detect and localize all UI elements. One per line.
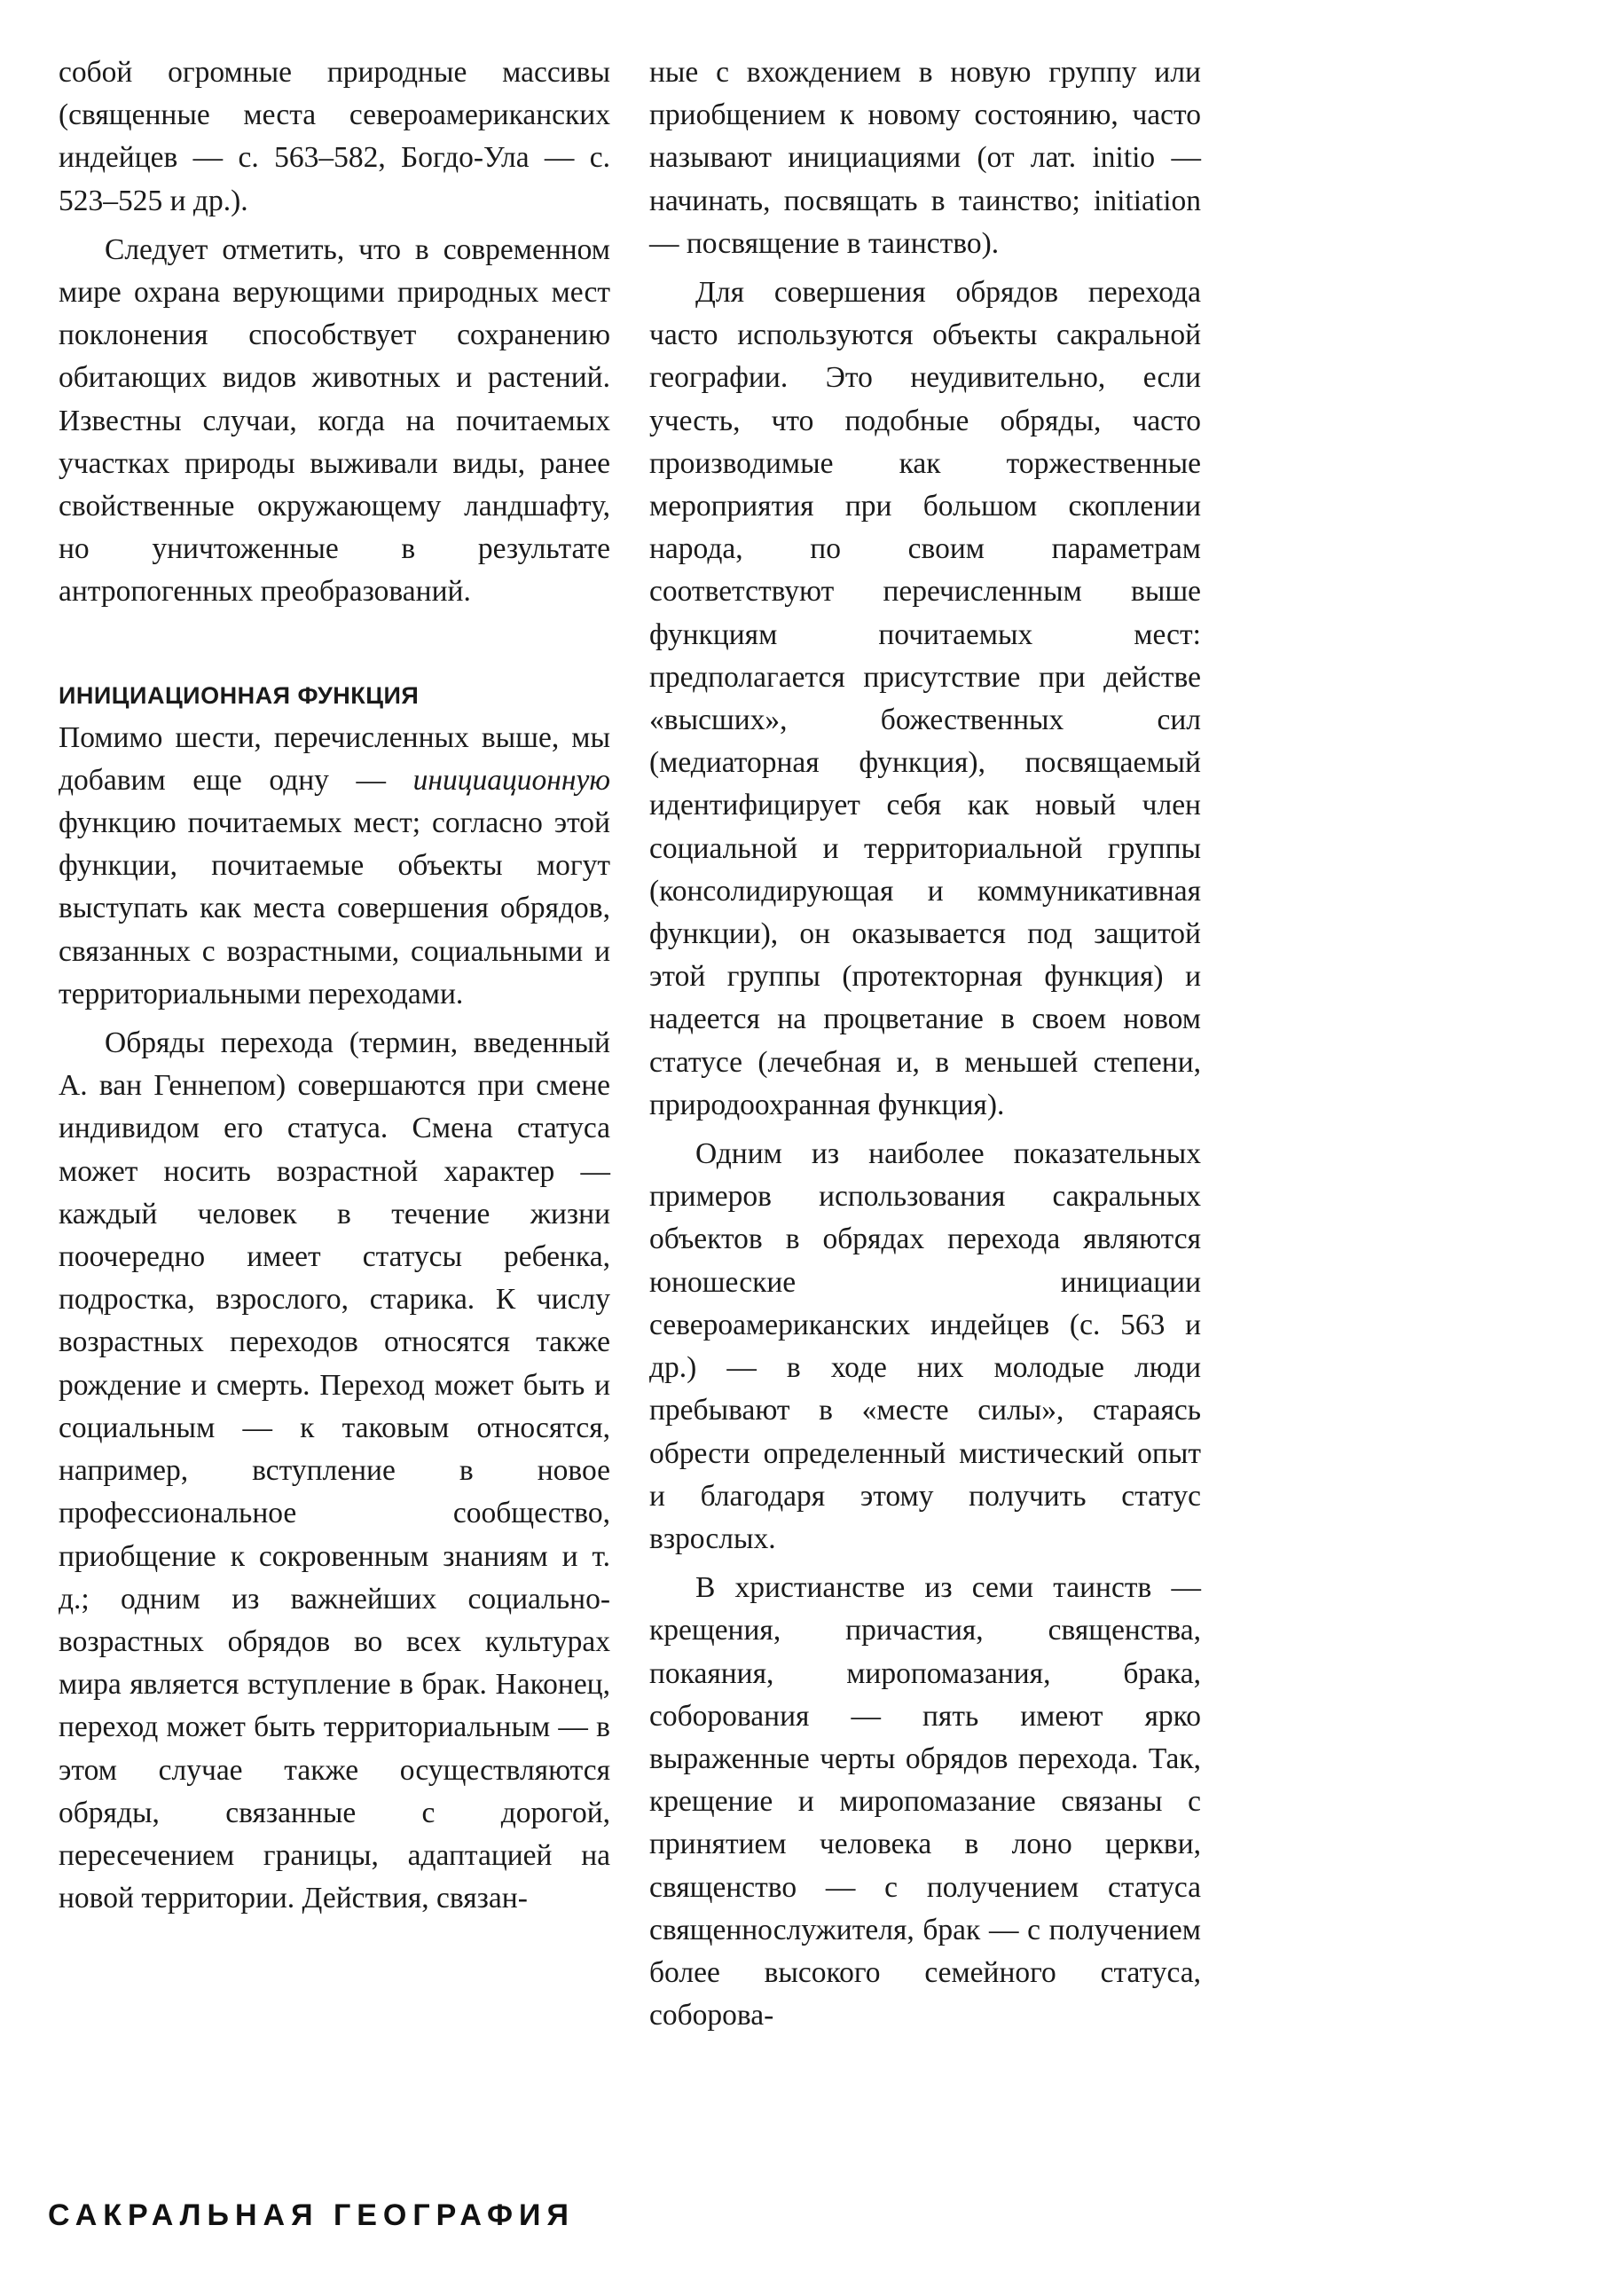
right-paragraph-4: В христианстве из семи таинств — крещения, причастия, священства, покаяния, миропомазания, брака, соборования — пять имеют ярко выраженные черты обрядов перехода. Так, крещение и миропомазание связаны с принятием человека в лоно церкви, священство — с получением статуса священнослужителя, брак — с получением более высокого семейного статуса, соборова- (649, 1571, 1201, 2033)
left-paragraph-4: Обряды перехода (термин, введенный А. ван Геннепом) совершаются при смене индивидом его статуса. Смена статуса может носить возрастной характер — каждый человек в течение жизни поочередно имеет статусы ребенка, подростка, взрослого, старика. К числу возрастных переходов относятся также рождение и смерть. Переход может быть и социальным — к таковым относятся, например, вступление в новое профессиональное сообщество, приобщение к сокровенным знаниям и т. д.; одним из важнейших социально-возрастных обрядов во всех культурах мира является вступление в брак. Наконец, переход может быть территориальным — в этом случае также осуществляются обряды, связанные с дорогой, пересечением границы, адаптацией на новой территории. Действия, связан- (59, 1026, 610, 1915)
italic-term: инициационную (412, 763, 610, 797)
right-paragraph-2: Для совершения обрядов перехода часто используются объекты сакральной географии. Это неудивительно, если учесть, что подобные обряды, часто производимые как торжественные мероприятия при большом скоплении народа, по своим параметрам соответствуют перечисленным выше функциям почитаемых мест: предполагается присутствие при действе «высших», божественных сил (медиаторная функция), посвящаемый идентифицирует себя как новый член социальной и территориальной группы (консолидирующая и коммуникативная функции), он оказывается под защитой этой группы (протекторная функция) и надеется на процветание в своем новом статусе (лечебная и, в меньшей степени, природоохранная функция). (649, 276, 1201, 1121)
left-paragraph-3-start: Помимо шести, перечисленных выше, мы добавим еще одну — (59, 720, 610, 797)
section-heading: ИНИЦИАЦИОННАЯ ФУНКЦИЯ (59, 681, 420, 709)
left-column (59, 51, 610, 1920)
right-paragraph-1: ные с вхождением в новую группу или приобщением к новому состоянию, часто называют инициациями (от лат. initio — начинать, посвящать в таинство; initiation — посвящение в таинство). (649, 56, 1201, 260)
running-footer-title: САКРАЛЬНАЯ ГЕОГРАФИЯ (48, 2198, 575, 2232)
right-paragraph-3: Одним из наиболее показательных примеров использования сакральных объектов в обрядах перехода являются юношеские инициации североамериканских индейцев (с. 563 и др.) — в ходе них молодые люди пребывают в «месте силы», стараясь обрести определенный мистический опыт и благодаря этому получить статус взрослых. (649, 1137, 1201, 1555)
left-paragraph-3 (59, 717, 610, 1016)
left-paragraph-3-end: функцию почитаемых мест; согласно этой функции, почитаемые объекты могут выступать как места совершения обрядов, связанных с возрастными, социальными и территориальными переходами. (59, 806, 610, 1010)
left-paragraph-2: Следует отметить, что в современном мире охрана верующими природных мест поклонения способствует сохранению обитающих видов животных и растений. Известны случаи, когда на почитаемых участках природы выживали виды, ранее свойственные окружающему ландшафту, но уничтоженные в результате антропогенных преобразований. (59, 232, 610, 609)
right-column (649, 51, 1201, 2037)
left-paragraph-1: собой огромные природные массивы (священные места североамериканских индейцев — с. 563–582, Богдо-Ула — с. 523–525 и др.). (59, 56, 610, 217)
